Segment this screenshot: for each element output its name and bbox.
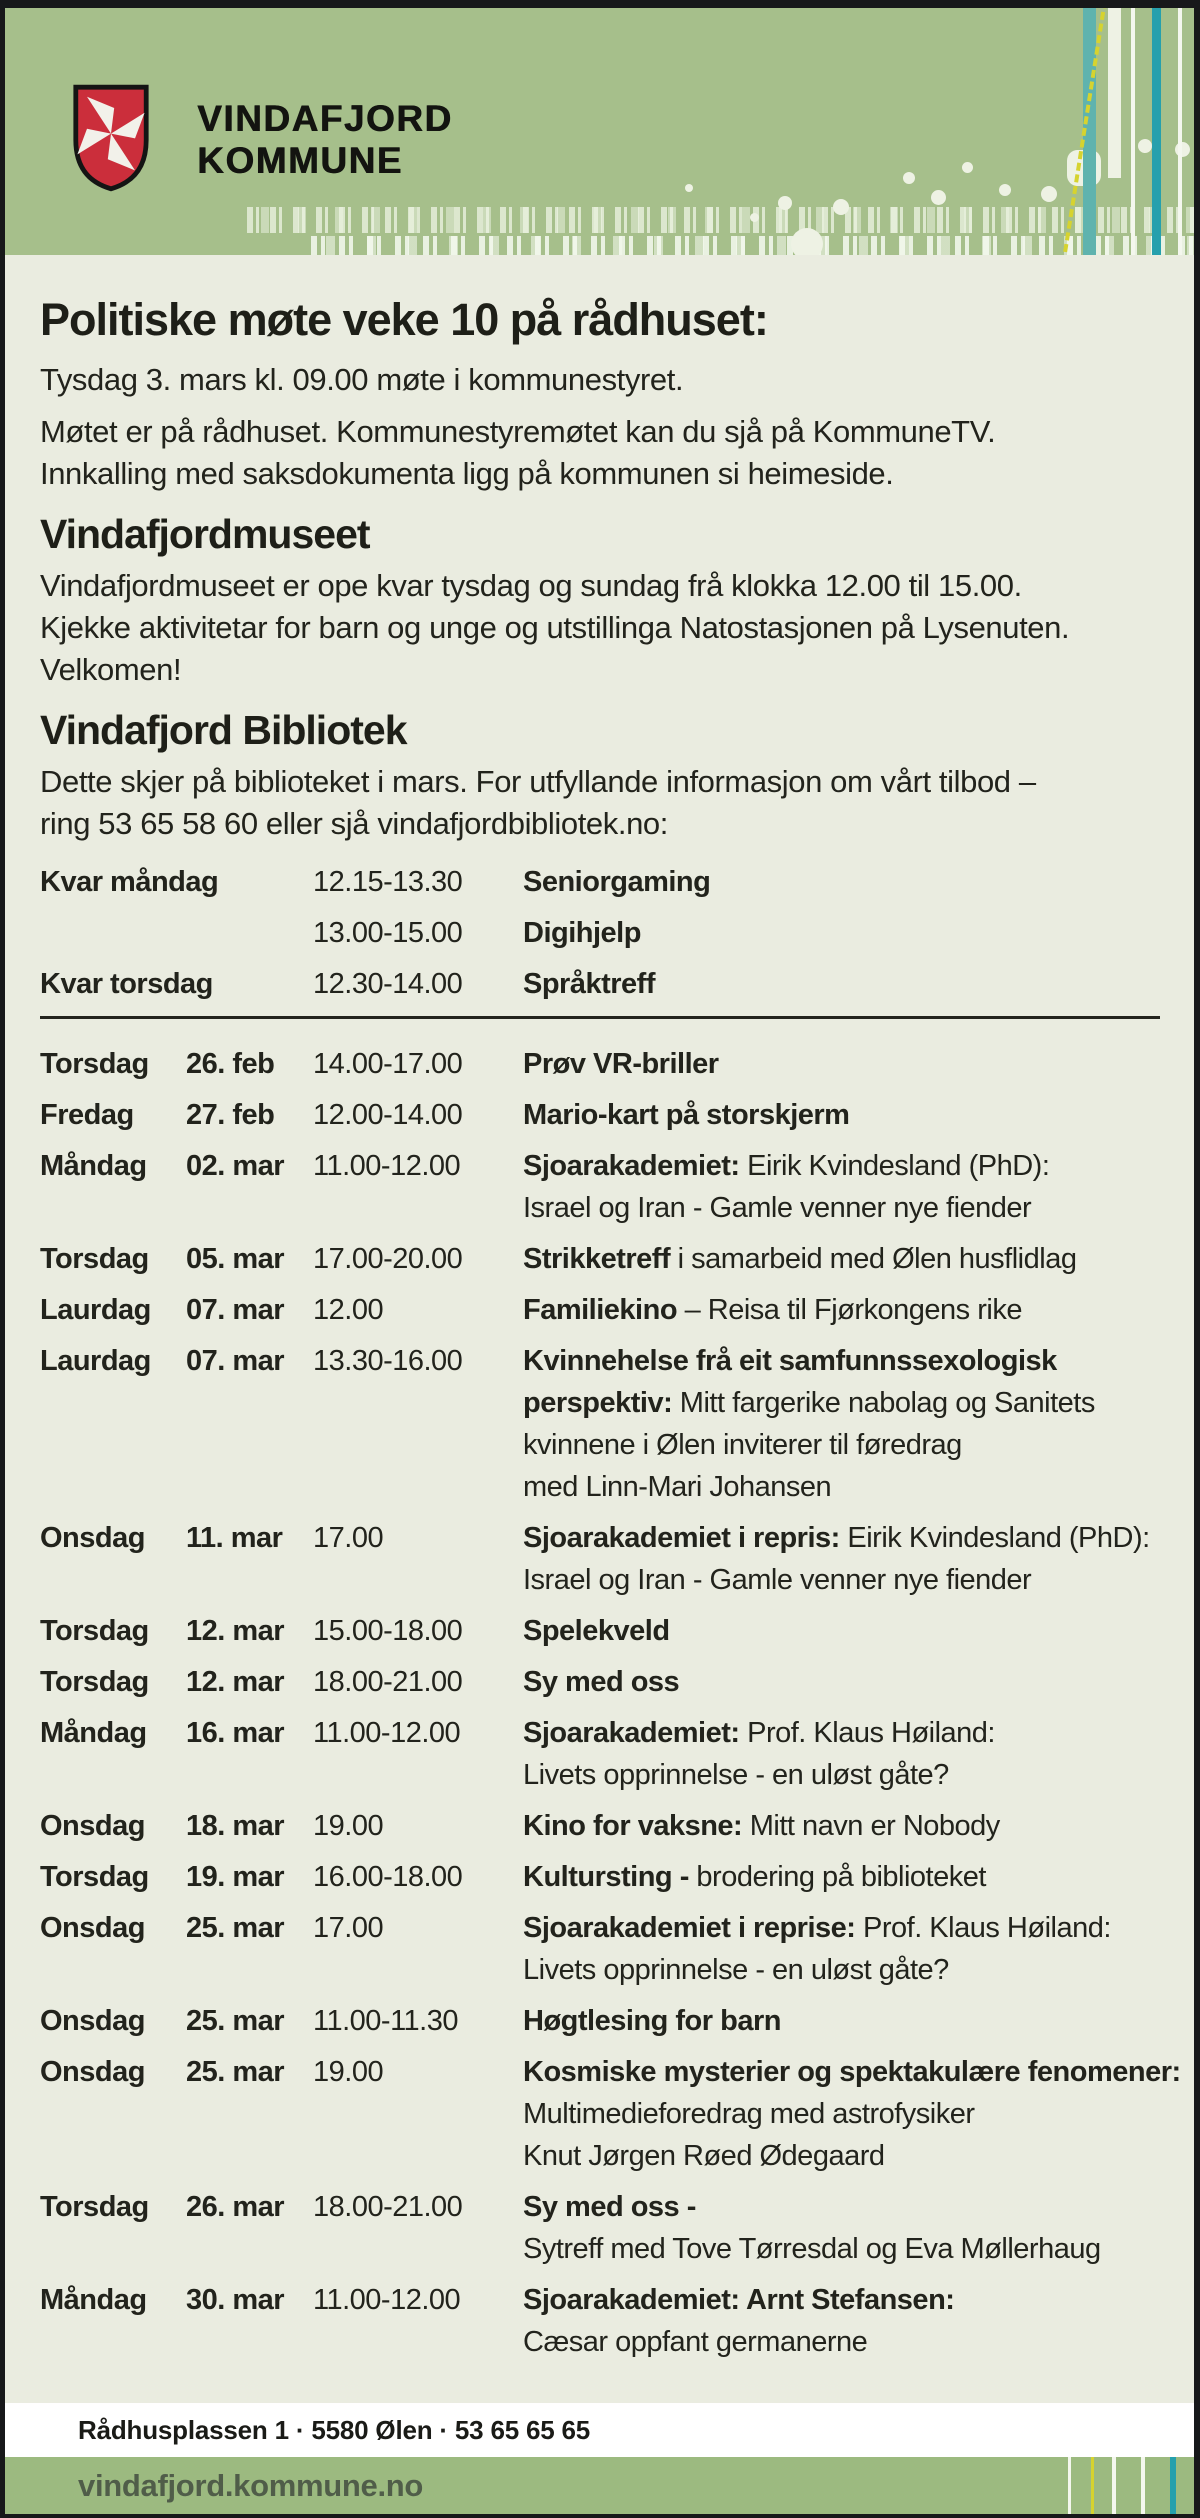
intro-line2: Møtet er på rådhuset. Kommunestyremøtet kan du sjå på KommuneTV.	[40, 414, 996, 449]
desc-line: Sjoarakademiet i repris: Eirik Kvindesland (PhD):	[523, 1522, 1150, 1554]
weekly-row	[40, 959, 1160, 1010]
event-day: Onsdag	[40, 2056, 145, 2088]
decor-stripe-white-thin	[1131, 8, 1135, 255]
event-time: 19.00	[313, 2056, 384, 2088]
desc-line: Kultursting - brodering på biblioteket	[523, 1861, 986, 1893]
event-time: 11.00-11.30	[313, 2005, 458, 2037]
event-day: Onsdag	[40, 1810, 145, 1842]
library-heading: Vindafjord Bibliotek	[40, 707, 407, 753]
decor-footer-stripe-white2	[1112, 2457, 1116, 2514]
event-date: 26. mar	[186, 2191, 285, 2223]
desc-line: Sy med oss	[523, 1666, 680, 1698]
decor-dot	[1041, 186, 1057, 202]
decor-pixel-row-2	[305, 236, 1194, 255]
decor-footer-stripe-yellow	[1091, 2457, 1094, 2514]
museum-line3: Velkomen!	[40, 652, 182, 687]
event-description	[523, 1238, 1160, 1280]
desc-line: Sjoarakademiet: Prof. Klaus Høiland:	[523, 1717, 995, 1749]
event-description	[523, 2279, 1160, 2363]
weekly-row	[40, 857, 1160, 908]
events-table	[40, 1043, 1181, 2363]
desc-line: med Linn-Mari Johansen	[523, 1471, 832, 1503]
decor-dot	[791, 228, 823, 255]
event-row	[40, 1289, 1160, 1331]
desc-line: Prøv VR-briller	[523, 1048, 719, 1080]
event-time: 16.00-18.00	[313, 1861, 463, 1893]
decor-footer-stripe-white	[1068, 2457, 1071, 2514]
event-description	[523, 1340, 1160, 1508]
event-row	[40, 1661, 1160, 1703]
decor-dot	[1138, 139, 1152, 153]
event-date: 19. mar	[186, 1861, 285, 1893]
event-row	[40, 1907, 1160, 1991]
event-row	[40, 1856, 1160, 1898]
event-row	[40, 1517, 1160, 1601]
event-day: Laurdag	[40, 1294, 151, 1326]
decor-dot	[685, 184, 693, 192]
event-description	[523, 1907, 1160, 1991]
weekly-row	[40, 908, 1160, 959]
desc-line: Sjoarakademiet: Arnt Stefansen:	[523, 2284, 955, 2316]
event-row	[40, 1043, 1160, 1085]
event-description	[523, 1610, 1160, 1652]
decor-dot	[999, 184, 1011, 196]
main-content	[5, 255, 1194, 2403]
event-row	[40, 1094, 1160, 1136]
desc-line: perspektiv: Mitt fargerike nabolag og Sanitets	[523, 1387, 1095, 1419]
decor-footer-stripe-teal	[1170, 2457, 1176, 2514]
event-time: 11.00-12.00	[313, 1717, 461, 1749]
weekly-lbl: Kvar måndag	[40, 866, 219, 898]
event-date: 02. mar	[186, 1150, 285, 1182]
intro-line3: Innkalling med saksdokumenta ligg på kommunen si heimeside.	[40, 456, 894, 491]
event-date: 12. mar	[186, 1615, 285, 1647]
library-intro-line1: Dette skjer på biblioteket i mars. For utfyllande informasjon om vårt tilbod –	[40, 764, 1036, 799]
decor-dot	[931, 190, 946, 205]
event-day: Måndag	[40, 2284, 147, 2316]
event-date: 07. mar	[186, 1294, 285, 1326]
event-row	[40, 1340, 1160, 1508]
desc-line: Kino for vaksne: Mitt navn er Nobody	[523, 1810, 1000, 1842]
desc-line: Familiekino – Reisa til Fjørkongens rike	[523, 1294, 1022, 1326]
event-date: 25. mar	[186, 2056, 285, 2088]
desc-line: Multimedieforedrag med astrofysiker	[523, 2098, 975, 2130]
decor-footer-stripe-white3	[1141, 2457, 1145, 2514]
event-time: 17.00-20.00	[313, 1243, 463, 1275]
event-time: 18.00-21.00	[313, 2191, 463, 2223]
event-description	[523, 2000, 1160, 2042]
event-row	[40, 2000, 1160, 2042]
event-description	[523, 1712, 1160, 1796]
event-row	[40, 1145, 1160, 1229]
event-description	[523, 1517, 1160, 1601]
footer-website: vindafjord.kommune.no	[78, 2468, 424, 2503]
decor-stripe-white-wide	[1108, 8, 1121, 178]
desc-line: Sy med oss -	[523, 2191, 696, 2223]
event-row	[40, 2186, 1160, 2270]
event-time: 11.00-12.00	[313, 1150, 461, 1182]
municipality-wordmark	[197, 98, 453, 182]
footer-address-band	[5, 2403, 1194, 2457]
event-time: 12.00	[313, 1294, 384, 1326]
weekly-evt: Digihjelp	[523, 917, 641, 949]
event-day: Onsdag	[40, 1522, 145, 1554]
event-day: Onsdag	[40, 1912, 145, 1944]
event-day: Torsdag	[40, 1666, 149, 1698]
desc-line: kvinnene i Ølen inviterer til føredrag	[523, 1429, 962, 1461]
decor-stripe-teal	[1152, 8, 1161, 255]
header-band	[5, 8, 1194, 255]
desc-line: Høgtlesing for barn	[523, 2005, 781, 2037]
event-time: 15.00-18.00	[313, 1615, 463, 1647]
event-date: 27. feb	[186, 1099, 275, 1131]
kommune-coat-of-arms-icon	[71, 82, 151, 194]
event-row	[40, 2279, 1160, 2363]
footer-website-band	[5, 2457, 1194, 2514]
decor-pixel-row-1	[243, 207, 1194, 233]
desc-line: Kosmiske mysterier og spektakulære fenomener:	[523, 2056, 1181, 2088]
event-date: 05. mar	[186, 1243, 285, 1275]
desc-line: Livets opprinnelse - en uløst gåte?	[523, 1759, 949, 1791]
intro-lede: Tysdag 3. mars kl. 09.00 møte i kommunestyret.	[40, 362, 684, 397]
event-date: 26. feb	[186, 1048, 275, 1080]
decor-dot	[962, 162, 973, 173]
museum-line2: Kjekke aktivitetar for barn og unge og utstillinga Natostasjonen på Lysenuten.	[40, 610, 1070, 645]
event-day: Laurdag	[40, 1345, 151, 1377]
desc-line: Cæsar oppfant germanerne	[523, 2326, 868, 2358]
event-description	[523, 1856, 1160, 1898]
weekly-time: 13.00-15.00	[313, 917, 463, 949]
event-day: Måndag	[40, 1150, 147, 1182]
event-description	[523, 1289, 1160, 1331]
event-date: 07. mar	[186, 1345, 285, 1377]
desc-line: Sytreff med Tove Tørresdal og Eva Møllerhaug	[523, 2233, 1101, 2265]
decor-dot	[833, 199, 849, 215]
event-date: 18. mar	[186, 1810, 285, 1842]
event-time: 13.30-16.00	[313, 1345, 463, 1377]
event-day: Torsdag	[40, 1861, 149, 1893]
event-day: Onsdag	[40, 2005, 145, 2037]
event-time: 12.00-14.00	[313, 1099, 463, 1131]
page-title: Politiske møte veke 10 på rådhuset:	[40, 294, 768, 345]
event-time: 18.00-21.00	[313, 1666, 463, 1698]
event-description	[523, 1661, 1160, 1703]
desc-line: Livets opprinnelse - en uløst gåte?	[523, 1954, 949, 1986]
weekly-evt: Seniorgaming	[523, 866, 711, 898]
museum-heading: Vindafjordmuseet	[40, 511, 370, 557]
wordmark-line1: VINDAFJORD	[197, 98, 453, 139]
desc-line: Mario-kart på storskjerm	[523, 1099, 850, 1131]
event-day: Torsdag	[40, 2191, 149, 2223]
desc-line: Sjoarakademiet: Eirik Kvindesland (PhD):	[523, 1150, 1050, 1182]
weekly-time: 12.15-13.30	[313, 866, 463, 898]
weekly-time: 12.30-14.00	[313, 968, 463, 1000]
desc-line: Strikketreff i samarbeid med Ølen husflidlag	[523, 1243, 1077, 1275]
event-date: 11. mar	[186, 1522, 283, 1554]
event-day: Måndag	[40, 1717, 147, 1749]
event-description	[523, 2186, 1160, 2270]
table-divider	[40, 1016, 1160, 1019]
wordmark-line2: KOMMUNE	[197, 140, 403, 181]
decor-dot	[903, 172, 915, 184]
event-time: 11.00-12.00	[313, 2284, 461, 2316]
event-time: 19.00	[313, 1810, 384, 1842]
weekly-table	[40, 857, 1160, 1010]
desc-line: Kvinnehelse frå eit samfunnssexologisk	[523, 1345, 1057, 1377]
desc-line: Knut Jørgen Røed Ødegaard	[523, 2140, 885, 2172]
flyer-inner	[5, 8, 1194, 2514]
event-day: Torsdag	[40, 1615, 149, 1647]
weekly-lbl: Kvar torsdag	[40, 968, 213, 1000]
event-time: 17.00	[313, 1522, 384, 1554]
event-description	[523, 1094, 1160, 1136]
footer-address: Rådhusplassen 1 · 5580 Ølen · 53 65 65 65	[78, 2415, 591, 2445]
event-date: 25. mar	[186, 1912, 285, 1944]
decor-dot	[778, 196, 792, 210]
desc-line: Israel og Iran - Gamle venner nye fiender	[523, 1564, 1032, 1596]
library-intro-line2: ring 53 65 58 60 eller sjå vindafjordbibliotek.no:	[40, 806, 668, 841]
desc-line: Sjoarakademiet i reprise: Prof. Klaus Høiland:	[523, 1912, 1111, 1944]
desc-line: Spelekveld	[523, 1615, 670, 1647]
decor-stripe-white-thin2	[1178, 8, 1182, 255]
desc-line: Israel og Iran - Gamle venner nye fiender	[523, 1192, 1032, 1224]
event-time: 17.00	[313, 1912, 384, 1944]
weekly-evt: Språktreff	[523, 968, 655, 1000]
event-date: 12. mar	[186, 1666, 285, 1698]
museum-line1: Vindafjordmuseet er ope kvar tysdag og sundag frå klokka 12.00 til 15.00.	[40, 568, 1022, 603]
event-description	[523, 2051, 1181, 2177]
event-date: 30. mar	[186, 2284, 285, 2316]
decor-dot	[750, 213, 759, 222]
weekly-lbl	[40, 908, 313, 959]
event-date: 25. mar	[186, 2005, 285, 2037]
event-description	[523, 1145, 1160, 1229]
event-row	[40, 1805, 1160, 1847]
event-day: Torsdag	[40, 1243, 149, 1275]
event-description	[523, 1043, 1160, 1085]
event-row	[40, 1238, 1160, 1280]
event-row	[40, 1610, 1160, 1652]
event-day: Fredag	[40, 1099, 134, 1131]
event-time: 14.00-17.00	[313, 1048, 463, 1080]
event-description	[523, 1805, 1160, 1847]
event-row	[40, 2051, 1181, 2177]
event-row	[40, 1712, 1160, 1796]
event-day: Torsdag	[40, 1048, 149, 1080]
event-date: 16. mar	[186, 1717, 285, 1749]
